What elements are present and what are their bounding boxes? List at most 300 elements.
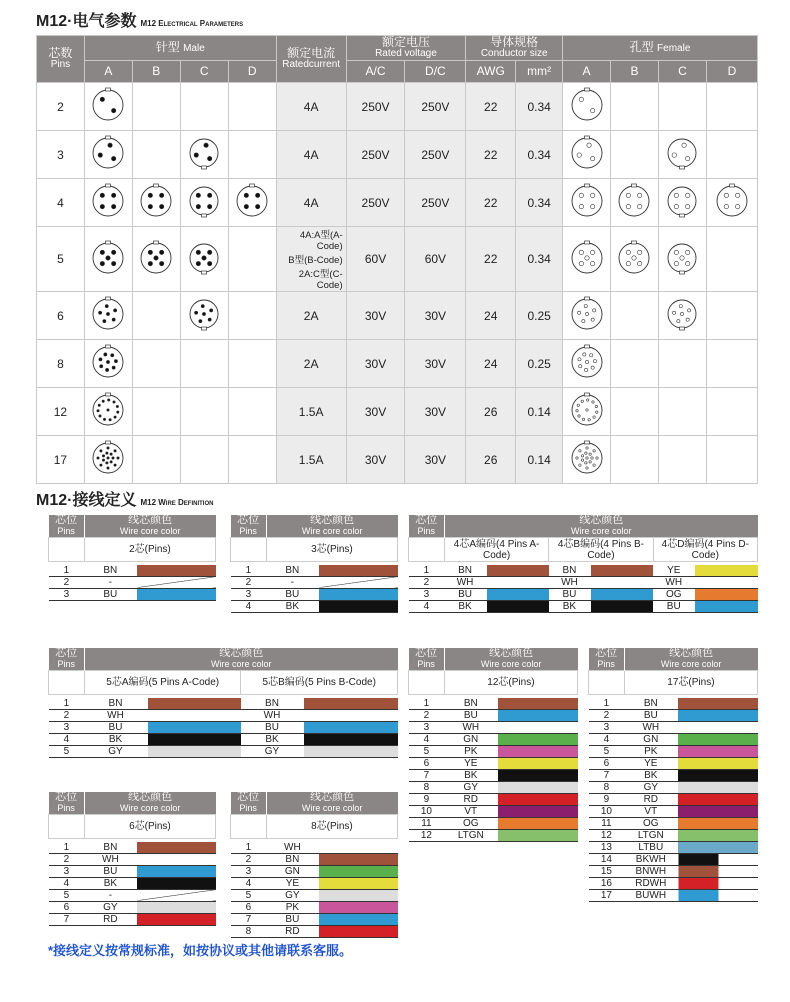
title-en: M12 Electrical Parameters (140, 19, 244, 28)
color-en: Wire core color (210, 659, 272, 669)
pins-cn: 芯位 (595, 647, 618, 659)
pin-number: 15 (589, 865, 625, 877)
header-ac: A/C (346, 61, 405, 83)
blank-cell (409, 538, 445, 562)
group-label-row (409, 538, 758, 562)
wire-row (589, 889, 758, 901)
wire-code: BK (266, 600, 319, 612)
wire-color-swatch (498, 733, 578, 745)
pin-number: 1 (49, 565, 85, 577)
male-b-cell (132, 227, 180, 292)
wire-row (589, 721, 758, 733)
awg: 22 (466, 131, 516, 179)
pin-number: 17 (589, 889, 625, 901)
wire-row (49, 565, 216, 577)
wire-color-swatch (319, 889, 398, 901)
group-label-row (49, 815, 216, 839)
wire-row (231, 576, 398, 588)
pin-number: 5 (409, 745, 445, 757)
pin-number: 7 (49, 913, 85, 925)
wire-table-12-pins (408, 648, 578, 842)
wire-color-swatch (486, 588, 549, 600)
pin-number: 7 (231, 913, 267, 925)
rated-current-line: 1.5A (298, 452, 324, 467)
color-en: Wire core color (119, 526, 181, 536)
pin-number: 8 (409, 781, 445, 793)
male-d-cell (228, 436, 276, 484)
title-cn: M12·电气参数 (36, 13, 137, 30)
header-voltage: 额定电压 Rated voltage (346, 36, 466, 61)
wire-row (409, 793, 578, 805)
female-connector-icon (567, 390, 607, 430)
pins-count: 17 (37, 436, 85, 484)
wire-row (589, 781, 758, 793)
pin-number: 9 (409, 793, 445, 805)
rated-current (276, 227, 346, 292)
pins-count: 4 (37, 179, 85, 227)
rated-current-line: 2A (303, 308, 319, 323)
rated-current-line: 4A (303, 99, 319, 114)
pin-number: 1 (231, 842, 267, 854)
pin-number: 6 (589, 757, 625, 769)
wire-color-swatch (486, 565, 549, 577)
male-b-cell (132, 179, 180, 227)
mm2: 0.34 (516, 83, 563, 131)
wire-table-6-pins (48, 792, 216, 926)
pins-count: 2 (37, 83, 85, 131)
wire-header (231, 792, 398, 815)
male-c-cell (180, 436, 228, 484)
female-c-cell (658, 131, 706, 179)
rated-current (276, 83, 346, 131)
wire-code: BKWH (624, 853, 677, 865)
wire-code: LTGN (444, 829, 497, 841)
wire-color-swatch (695, 565, 758, 577)
wire-row (49, 733, 398, 745)
pin-number: 5 (589, 745, 625, 757)
wire-color-swatch (319, 901, 398, 913)
pin-number: 1 (231, 565, 267, 577)
male-b-cell (132, 292, 180, 340)
wire-color-swatch (498, 781, 578, 793)
awg: 22 (466, 227, 516, 292)
color-cn: 线芯颜色 (669, 647, 714, 659)
wire-table-8-pins (230, 792, 398, 938)
wire-color-swatch (137, 877, 216, 889)
voltage-ac: 250V (346, 83, 405, 131)
wire-color-swatch (678, 733, 758, 745)
male-connector-icon (136, 238, 176, 278)
female-connector-icon (662, 238, 702, 278)
female-d-cell (706, 292, 757, 340)
male-connector-icon (88, 438, 128, 478)
pin-number: 3 (231, 588, 267, 600)
pin-number: 2 (231, 853, 267, 865)
female-connector-icon (567, 438, 607, 478)
wire-color-swatch (591, 588, 654, 600)
female-code-a: A (563, 61, 611, 83)
male-code-d: D (228, 61, 276, 83)
wire-row (49, 889, 216, 901)
pin-number: 8 (231, 925, 267, 937)
female-a-cell (563, 131, 611, 179)
wire-code: OG (653, 588, 695, 600)
color-cn: 线芯颜色 (128, 514, 173, 526)
footnote: *接线定义按常规标准，如按协议或其他请联系客服。 (48, 943, 353, 958)
male-connector-icon (184, 181, 224, 221)
wire-code: WH (84, 709, 147, 721)
wire-code: BUWH (624, 889, 677, 901)
male-b-cell (132, 436, 180, 484)
group-label: 5芯A编码(5 Pins A-Code) (84, 671, 241, 695)
mm2: 0.14 (516, 436, 563, 484)
wire-code: PK (266, 901, 319, 913)
pin-number: 4 (49, 733, 85, 745)
wire-color-swatch (591, 576, 654, 588)
wire-title (36, 487, 213, 510)
wire-code: WH (549, 576, 591, 588)
female-connector-icon (662, 133, 702, 173)
male-connector-icon (88, 85, 128, 125)
wire-row (49, 576, 216, 588)
wire-code: BN (266, 853, 319, 865)
rated-current-line: 4A:A型(A-Code) (299, 230, 343, 252)
wire-code: BU (241, 721, 304, 733)
pins-en: Pins (417, 526, 435, 536)
pins-header (589, 648, 625, 671)
wire-code: GN (266, 865, 319, 877)
wire-code: WH (444, 576, 486, 588)
pins-header (409, 648, 445, 671)
wire-code: YE (444, 757, 497, 769)
male-d-cell (228, 179, 276, 227)
wire-row (231, 842, 398, 854)
wire-code: BU (266, 913, 319, 925)
wire-code: BN (84, 565, 137, 577)
wire-table-4-pins (408, 515, 758, 613)
group-label: 3芯(Pins) (266, 538, 397, 562)
male-connector-icon (184, 133, 224, 173)
female-connector-icon (712, 181, 752, 221)
color-cn: 线芯颜色 (310, 791, 355, 803)
female-connector-icon (567, 85, 607, 125)
female-a-cell (563, 436, 611, 484)
male-connector-icon (88, 238, 128, 278)
group-label: 5芯B编码(5 Pins B-Code) (241, 671, 398, 695)
wire-color-swatch (319, 865, 398, 877)
female-connector-icon (567, 342, 607, 382)
title-cn: M12·接线定义 (36, 492, 137, 509)
blank-cell (409, 671, 445, 695)
pins-header (231, 515, 267, 538)
wire-code: BU (266, 588, 319, 600)
wire-code: BK (444, 769, 497, 781)
color-en: Wire core color (119, 803, 181, 813)
male-b-cell (132, 340, 180, 388)
pin-number: 2 (409, 709, 445, 721)
electrical-row (37, 388, 758, 436)
wire-row (49, 853, 216, 865)
wire-code: PK (444, 745, 497, 757)
color-cn: 线芯颜色 (489, 647, 534, 659)
wire-code: GY (266, 889, 319, 901)
male-b-cell (132, 131, 180, 179)
color-header (266, 515, 397, 538)
male-d-cell (228, 227, 276, 292)
female-connector-icon (614, 181, 654, 221)
wire-row (589, 877, 758, 889)
wire-header (49, 792, 216, 815)
wire-row (49, 698, 398, 710)
wire-code: GN (624, 733, 677, 745)
female-c-cell (658, 292, 706, 340)
wire-color-swatch (678, 829, 758, 841)
blank-cell (49, 538, 85, 562)
pin-number: 1 (49, 698, 85, 710)
wire-code: BU (653, 600, 695, 612)
wire-code: RD (444, 793, 497, 805)
pin-number: 3 (231, 865, 267, 877)
wire-code: WH (444, 721, 497, 733)
wire-row (409, 733, 578, 745)
female-connector-icon (567, 181, 607, 221)
wire-code: BN (241, 698, 304, 710)
female-b-cell (611, 292, 659, 340)
wire-color-swatch (486, 576, 549, 588)
rated-current-line: 4A (303, 195, 319, 210)
voltage-dc: 30V (405, 388, 466, 436)
wire-color-swatch (486, 600, 549, 612)
female-a-cell (563, 340, 611, 388)
pin-number: 4 (231, 877, 267, 889)
wire-color-swatch (147, 721, 241, 733)
voltage-dc: 250V (405, 179, 466, 227)
wire-header (409, 515, 758, 538)
rated-current-line: 2A:C型(C-Code) (298, 269, 343, 291)
header-conductor: 导体规格 Conductor size (466, 36, 563, 61)
wire-row (231, 600, 398, 612)
pin-number: 3 (49, 865, 85, 877)
male-a-cell (84, 388, 132, 436)
pins-cn: 芯位 (55, 514, 78, 526)
pin-number: 1 (409, 698, 445, 710)
female-b-cell (611, 340, 659, 388)
pins-header (49, 792, 85, 815)
wire-row (231, 901, 398, 913)
wire-row (231, 565, 398, 577)
wire-color-swatch (304, 709, 398, 721)
pin-number: 10 (589, 805, 625, 817)
awg: 22 (466, 83, 516, 131)
wire-color-swatch (137, 889, 216, 901)
male-a-cell (84, 83, 132, 131)
wire-row (409, 817, 578, 829)
wire-color-swatch (319, 576, 398, 588)
male-connector-icon (232, 181, 272, 221)
voltage-ac: 30V (346, 388, 405, 436)
blank-cell (49, 815, 85, 839)
pin-number: 2 (589, 709, 625, 721)
wire-row (589, 769, 758, 781)
pins-en: Pins (57, 659, 75, 669)
wire-row (409, 565, 758, 577)
male-connector-icon (136, 181, 176, 221)
pins-en: Pins (57, 526, 75, 536)
wire-code: GY (84, 901, 137, 913)
electrical-title (36, 8, 243, 31)
wire-code: BK (241, 733, 304, 745)
male-code-a: A (84, 61, 132, 83)
wire-color-swatch (678, 781, 758, 793)
wire-row (409, 709, 578, 721)
wire-row (231, 853, 398, 865)
color-en: Wire core color (301, 526, 363, 536)
wire-color-swatch (304, 721, 398, 733)
wire-color-swatch (137, 576, 216, 588)
pins-header (409, 515, 445, 538)
group-label-row (409, 671, 578, 695)
female-c-cell (658, 388, 706, 436)
pin-number: 5 (49, 745, 85, 757)
wire-color-swatch (319, 925, 398, 937)
wire-color-swatch (678, 841, 758, 853)
pin-number: 5 (231, 889, 267, 901)
pins-count: 5 (37, 227, 85, 292)
male-d-cell (228, 340, 276, 388)
wire-code: WH (241, 709, 304, 721)
wire-row (589, 817, 758, 829)
female-b-cell (611, 227, 659, 292)
wire-color-swatch (319, 853, 398, 865)
pins-cn: 芯位 (415, 514, 438, 526)
female-d-cell (706, 227, 757, 292)
wire-color-swatch (147, 698, 241, 710)
female-a-cell (563, 388, 611, 436)
pins-header (49, 515, 85, 538)
male-c-cell (180, 388, 228, 436)
male-a-cell (84, 179, 132, 227)
wire-row (409, 805, 578, 817)
pin-number: 11 (589, 817, 625, 829)
rated-current-line: 2A (303, 356, 319, 371)
wire-color-swatch (137, 588, 216, 600)
wire-color-swatch (678, 805, 758, 817)
wire-row (49, 842, 216, 854)
wire-row (231, 925, 398, 937)
pin-number: 6 (49, 901, 85, 913)
wire-row (49, 721, 398, 733)
title-en: M12 Wire Definition (140, 498, 214, 507)
wire-row (49, 865, 216, 877)
group-label: 4芯B编码(4 Pins B-Code) (549, 538, 653, 562)
pin-number: 16 (589, 877, 625, 889)
awg: 26 (466, 436, 516, 484)
wire-code: BK (84, 877, 137, 889)
wire-code: WH (624, 721, 677, 733)
wire-row (409, 757, 578, 769)
wire-row (589, 853, 758, 865)
male-a-cell (84, 227, 132, 292)
male-code-c: C (180, 61, 228, 83)
pin-number: 4 (231, 600, 267, 612)
pins-cn: 芯位 (415, 647, 438, 659)
wire-row (409, 576, 758, 588)
female-d-cell (706, 83, 757, 131)
voltage-dc: 30V (405, 340, 466, 388)
pin-number: 2 (49, 709, 85, 721)
wire-code: BU (444, 588, 486, 600)
group-label-row (589, 671, 758, 695)
electrical-row (37, 436, 758, 484)
wire-color-swatch (137, 842, 216, 854)
wire-color-swatch (678, 877, 758, 889)
pins-cn: 芯位 (55, 791, 78, 803)
group-label: 8芯(Pins) (266, 815, 397, 839)
female-d-cell (706, 436, 757, 484)
header-mm2: mm² (516, 61, 563, 83)
wire-color-swatch (498, 817, 578, 829)
wire-color-swatch (137, 565, 216, 577)
pin-number: 1 (589, 698, 625, 710)
pin-number: 9 (589, 793, 625, 805)
pin-number: 10 (409, 805, 445, 817)
wire-color-swatch (304, 698, 398, 710)
header-pins: 芯数 Pins (37, 36, 85, 83)
pin-number: 1 (409, 565, 445, 577)
pin-number: 4 (409, 733, 445, 745)
wire-color-swatch (137, 865, 216, 877)
wire-code: BN (444, 565, 486, 577)
female-d-cell (706, 131, 757, 179)
female-c-cell (658, 83, 706, 131)
wire-code: BK (444, 600, 486, 612)
group-label: 2芯(Pins) (84, 538, 215, 562)
wire-code: BNWH (624, 865, 677, 877)
wire-color-swatch (498, 769, 578, 781)
mm2: 0.34 (516, 227, 563, 292)
pin-number: 14 (589, 853, 625, 865)
electrical-row (37, 83, 758, 131)
male-a-cell (84, 131, 132, 179)
wire-code: BU (444, 709, 497, 721)
color-header (84, 792, 215, 815)
wire-color-swatch (678, 721, 758, 733)
female-connector-icon (662, 181, 702, 221)
color-en: Wire core color (301, 803, 363, 813)
pin-number: 4 (589, 733, 625, 745)
male-b-cell (132, 388, 180, 436)
voltage-ac: 250V (346, 179, 405, 227)
pin-number: 2 (49, 853, 85, 865)
color-cn: 线芯颜色 (310, 514, 355, 526)
color-header (444, 515, 757, 538)
awg: 26 (466, 388, 516, 436)
female-b-cell (611, 436, 659, 484)
female-code-b: B (611, 61, 659, 83)
pin-number: 12 (589, 829, 625, 841)
wire-code: WH (84, 853, 137, 865)
blank-cell (231, 815, 267, 839)
wire-color-swatch (319, 600, 398, 612)
wire-row (409, 698, 578, 710)
male-connector-icon (88, 342, 128, 382)
female-code-c: C (658, 61, 706, 83)
wire-code: WH (266, 842, 319, 854)
pins-en: Pins (597, 659, 615, 669)
female-d-cell (706, 179, 757, 227)
pins-header (49, 648, 85, 671)
rated-current (276, 340, 346, 388)
